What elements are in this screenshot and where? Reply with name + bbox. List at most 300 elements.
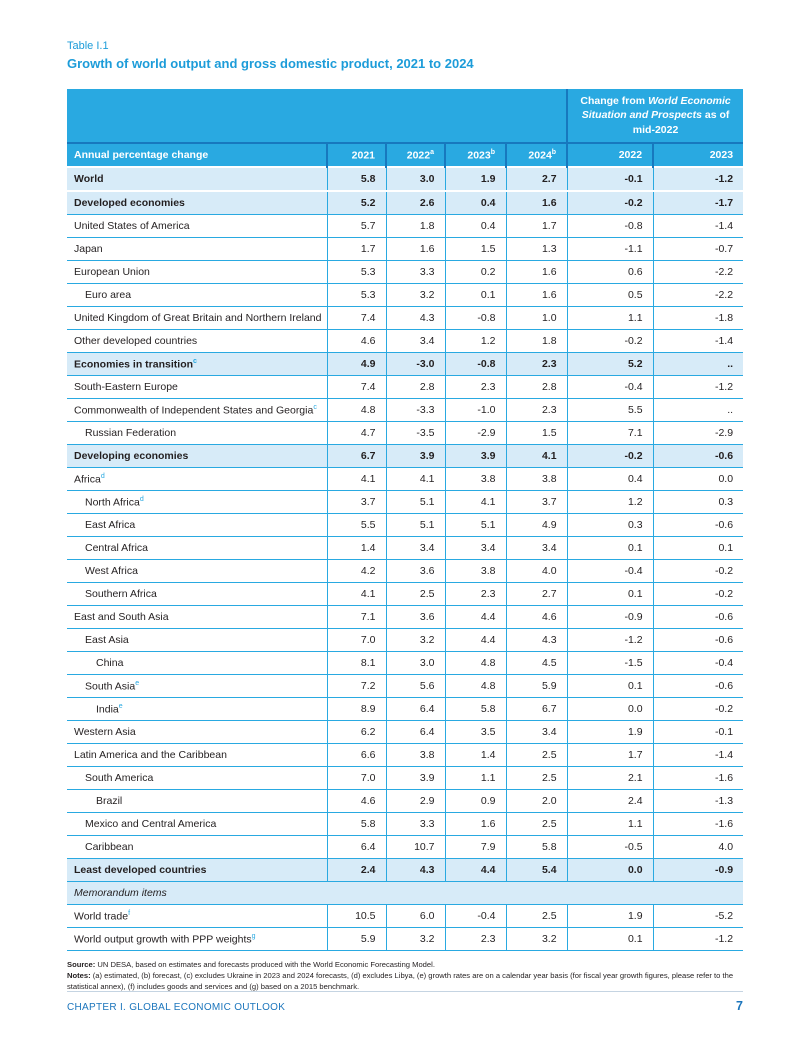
cell-value: -0.5 <box>567 836 653 859</box>
row-label: East and South Asia <box>67 606 327 629</box>
table-row <box>67 721 743 744</box>
cell-value: 4.3 <box>506 629 567 652</box>
table-row <box>67 284 743 307</box>
cell-value: 3.7 <box>506 491 567 514</box>
row-label: East Africa <box>67 514 327 537</box>
table-body <box>67 167 743 951</box>
table-row <box>67 767 743 790</box>
cell-value: -0.2 <box>653 560 743 583</box>
cell-value: -0.1 <box>653 721 743 744</box>
row-label: European Union <box>67 261 327 284</box>
row-label: World <box>67 167 327 191</box>
cell-value: -1.2 <box>653 167 743 191</box>
cell-value: 0.4 <box>445 191 506 215</box>
cell-value: 3.2 <box>386 629 445 652</box>
cell-value: 1.6 <box>386 238 445 261</box>
cell-value: 0.9 <box>445 790 506 813</box>
cell-value: 3.9 <box>386 767 445 790</box>
cell-value: -1.4 <box>653 215 743 238</box>
cell-value: -3.0 <box>386 353 445 376</box>
cell-value: 0.4 <box>445 215 506 238</box>
cell-value: 5.5 <box>327 514 386 537</box>
page-footer <box>67 999 743 1013</box>
notes-label: Notes: <box>67 971 91 980</box>
cell-value: .. <box>653 399 743 422</box>
footer-divider <box>67 991 743 992</box>
table-row <box>67 468 743 491</box>
footnote-marker: c <box>313 403 317 411</box>
table-header <box>67 89 743 167</box>
cell-value: 2.7 <box>506 167 567 191</box>
table-row <box>67 376 743 399</box>
row-label: Western Asia <box>67 721 327 744</box>
cell-value: 0.0 <box>567 859 653 882</box>
row-label: India$^e$ <box>67 698 327 721</box>
cell-value: 8.1 <box>327 652 386 675</box>
cell-value: -0.2 <box>653 583 743 606</box>
row-label: Brazil <box>67 790 327 813</box>
cell-value: 7.9 <box>445 836 506 859</box>
cell-value: 5.1 <box>445 514 506 537</box>
cell-value: 0.3 <box>653 491 743 514</box>
cell-value: 2.5 <box>506 744 567 767</box>
cell-value: 3.3 <box>386 813 445 836</box>
cell-value: 7.1 <box>327 606 386 629</box>
column-header-2024: 2024$^b$ <box>506 143 567 167</box>
cell-value: 4.3 <box>386 307 445 330</box>
source-label: Source: <box>67 960 96 969</box>
cell-value: 0.0 <box>567 698 653 721</box>
growth-table <box>67 89 743 951</box>
cell-value: 1.5 <box>506 422 567 445</box>
cell-value: 4.2 <box>327 560 386 583</box>
table-row <box>67 422 743 445</box>
row-label: China <box>67 652 327 675</box>
cell-value: 3.8 <box>386 744 445 767</box>
cell-value: -1.8 <box>653 307 743 330</box>
cell-value: 5.7 <box>327 215 386 238</box>
table-row <box>67 330 743 353</box>
cell-value: 5.8 <box>506 836 567 859</box>
cell-value: 1.2 <box>567 491 653 514</box>
table-row <box>67 167 743 191</box>
cell-value: 6.4 <box>386 721 445 744</box>
year-superscript: b <box>490 148 495 156</box>
cell-value: 0.1 <box>567 583 653 606</box>
cell-value: 1.2 <box>445 330 506 353</box>
cell-value: 3.8 <box>506 468 567 491</box>
cell-value: -0.6 <box>653 445 743 468</box>
cell-value: 1.4 <box>445 744 506 767</box>
cell-value: 2.1 <box>567 767 653 790</box>
cell-value: 4.8 <box>327 399 386 422</box>
cell-value: -0.7 <box>653 238 743 261</box>
cell-value: 0.1 <box>567 675 653 698</box>
cell-value: -1.2 <box>653 376 743 399</box>
row-label: Developing economies <box>67 445 327 468</box>
footnote-marker: g <box>251 932 256 940</box>
cell-value: 6.0 <box>386 905 445 928</box>
table-row <box>67 238 743 261</box>
cell-value: 5.3 <box>327 261 386 284</box>
cell-value: 3.0 <box>386 652 445 675</box>
cell-value: 3.8 <box>445 468 506 491</box>
cell-value: -0.2 <box>567 445 653 468</box>
cell-value: 2.6 <box>386 191 445 215</box>
cell-value: 3.9 <box>445 445 506 468</box>
header-blank-cell <box>67 89 567 143</box>
chapter-title: CHAPTER I. GLOBAL ECONOMIC OUTLOOK <box>67 1002 286 1013</box>
cell-value: 0.0 <box>653 468 743 491</box>
cell-value: -1.7 <box>653 191 743 215</box>
cell-value: 5.1 <box>386 514 445 537</box>
cell-value: -5.2 <box>653 905 743 928</box>
cell-value: 4.1 <box>386 468 445 491</box>
cell-value: 4.6 <box>327 790 386 813</box>
cell-value: 1.7 <box>567 744 653 767</box>
cell-value: -1.1 <box>567 238 653 261</box>
cell-value: 1.0 <box>506 307 567 330</box>
table-row <box>67 353 743 376</box>
memo-label: Memorandum items <box>67 882 743 905</box>
row-label: East Asia <box>67 629 327 652</box>
table-row <box>67 790 743 813</box>
cell-value: 7.4 <box>327 376 386 399</box>
change-header-suffix: as of mid-2022 <box>632 109 730 136</box>
cell-value: 4.1 <box>327 468 386 491</box>
cell-value: 4.8 <box>445 652 506 675</box>
cell-value: -0.2 <box>567 191 653 215</box>
cell-value: 3.0 <box>386 167 445 191</box>
cell-value: -2.9 <box>445 422 506 445</box>
change-header-publication: World Economic Situation and Prospects <box>581 95 731 122</box>
cell-value: -0.6 <box>653 606 743 629</box>
cell-value: 3.4 <box>506 537 567 560</box>
cell-value: 3.4 <box>506 721 567 744</box>
row-label: Japan <box>67 238 327 261</box>
cell-value: 6.6 <box>327 744 386 767</box>
cell-value: 4.8 <box>445 675 506 698</box>
cell-value: 1.6 <box>506 191 567 215</box>
cell-value: 6.2 <box>327 721 386 744</box>
cell-value: 5.5 <box>567 399 653 422</box>
footnote-marker: c <box>193 357 197 365</box>
table-row <box>67 606 743 629</box>
cell-value: 7.0 <box>327 767 386 790</box>
cell-value: 0.1 <box>445 284 506 307</box>
cell-value: -1.4 <box>653 744 743 767</box>
cell-value: 3.4 <box>445 537 506 560</box>
table-row <box>67 629 743 652</box>
cell-value: 3.8 <box>445 560 506 583</box>
row-label: South America <box>67 767 327 790</box>
cell-value: 4.4 <box>445 629 506 652</box>
cell-value: 1.7 <box>327 238 386 261</box>
cell-value: 7.1 <box>567 422 653 445</box>
cell-value: 2.5 <box>506 813 567 836</box>
row-label: Commonwealth of Independent States and Georgia$^c$ <box>67 399 327 422</box>
cell-value: 2.7 <box>506 583 567 606</box>
cell-value: 5.8 <box>327 167 386 191</box>
table-row <box>67 307 743 330</box>
cell-value: 3.2 <box>386 928 445 951</box>
row-label: United States of America <box>67 215 327 238</box>
row-label: South-Eastern Europe <box>67 376 327 399</box>
cell-value: 3.7 <box>327 491 386 514</box>
notes-text: (a) estimated, (b) forecast, (c) excludes Ukraine in 2023 and 2024 forecasts, (d) excludes Libya, (e) growth rates are on a calendar year basis (for fiscal year growth figures, please refer to the statistical annex), (f) includes goods and services and (g) based on a 2015 benchmark. <box>67 971 734 991</box>
cell-value: 2.8 <box>386 376 445 399</box>
cell-value: 5.9 <box>327 928 386 951</box>
cell-value: 0.4 <box>567 468 653 491</box>
cell-value: -1.6 <box>653 813 743 836</box>
column-header-2022: 2022$^a$ <box>386 143 445 167</box>
cell-value: 5.2 <box>567 353 653 376</box>
cell-value: -3.3 <box>386 399 445 422</box>
cell-value: -0.4 <box>653 652 743 675</box>
table-number: Table I.1 <box>67 40 109 52</box>
table-row <box>67 491 743 514</box>
cell-value: 3.2 <box>506 928 567 951</box>
cell-value: 1.8 <box>506 330 567 353</box>
table-row <box>67 537 743 560</box>
cell-value: 5.1 <box>386 491 445 514</box>
cell-value: -0.6 <box>653 629 743 652</box>
cell-value: 5.9 <box>506 675 567 698</box>
row-label: Economies in transition$^c$ <box>67 353 327 376</box>
row-label: Euro area <box>67 284 327 307</box>
cell-value: 6.7 <box>327 445 386 468</box>
cell-value: 3.6 <box>386 560 445 583</box>
cell-value: 5.8 <box>445 698 506 721</box>
cell-value: 4.3 <box>386 859 445 882</box>
footnote-marker: d <box>100 472 105 480</box>
cell-value: 8.9 <box>327 698 386 721</box>
cell-value: 10.7 <box>386 836 445 859</box>
cell-value: -2.9 <box>653 422 743 445</box>
table-row <box>67 928 743 951</box>
cell-value: -0.9 <box>567 606 653 629</box>
row-label: Latin America and the Caribbean <box>67 744 327 767</box>
cell-value: 0.3 <box>567 514 653 537</box>
row-label: Other developed countries <box>67 330 327 353</box>
table-row <box>67 652 743 675</box>
footnote-marker: f <box>128 909 131 917</box>
cell-value: 5.4 <box>506 859 567 882</box>
cell-value: 2.4 <box>327 859 386 882</box>
cell-value: 1.6 <box>506 261 567 284</box>
cell-value: 4.9 <box>506 514 567 537</box>
notes-note <box>67 970 743 992</box>
cell-value: 2.5 <box>386 583 445 606</box>
row-label: Least developed countries <box>67 859 327 882</box>
column-header-change-2023: 2023 <box>653 143 743 167</box>
row-label: Developed economies <box>67 191 327 215</box>
footnote-marker: d <box>139 495 144 503</box>
row-label: South Asia$^e$ <box>67 675 327 698</box>
row-label: World output growth with PPP weights$^g$ <box>67 928 327 951</box>
cell-value: 4.5 <box>506 652 567 675</box>
cell-value: 2.3 <box>506 353 567 376</box>
cell-value: -0.2 <box>567 330 653 353</box>
cell-value: 6.4 <box>327 836 386 859</box>
cell-value: 2.3 <box>445 583 506 606</box>
row-label: Caribbean <box>67 836 327 859</box>
cell-value: -0.6 <box>653 675 743 698</box>
table-row <box>67 261 743 284</box>
table-row <box>67 215 743 238</box>
row-label: United Kingdom of Great Britain and Northern Ireland <box>67 307 327 330</box>
cell-value: -0.2 <box>653 698 743 721</box>
cell-value: 10.5 <box>327 905 386 928</box>
cell-value: 1.6 <box>445 813 506 836</box>
row-label: North Africa$^d$ <box>67 491 327 514</box>
table-row <box>67 445 743 468</box>
cell-value: 7.0 <box>327 629 386 652</box>
cell-value: .. <box>653 353 743 376</box>
cell-value: 5.6 <box>386 675 445 698</box>
footnote-marker: e <box>135 679 140 687</box>
cell-value: 1.1 <box>567 813 653 836</box>
row-label: West Africa <box>67 560 327 583</box>
cell-value: -0.9 <box>653 859 743 882</box>
cell-value: 5.8 <box>327 813 386 836</box>
cell-value: 1.9 <box>567 905 653 928</box>
table-row <box>67 905 743 928</box>
cell-value: 1.7 <box>506 215 567 238</box>
cell-value: 4.6 <box>327 330 386 353</box>
page-number: 7 <box>736 999 743 1013</box>
footnote-marker: e <box>118 702 123 710</box>
cell-value: -1.4 <box>653 330 743 353</box>
cell-value: -0.4 <box>567 560 653 583</box>
cell-value: -2.2 <box>653 261 743 284</box>
cell-value: 6.4 <box>386 698 445 721</box>
year-superscript: b <box>551 148 557 156</box>
cell-value: 5.2 <box>327 191 386 215</box>
cell-value: 3.3 <box>386 261 445 284</box>
table-row <box>67 744 743 767</box>
row-label: Africa$^d$ <box>67 468 327 491</box>
cell-value: -0.4 <box>445 905 506 928</box>
cell-value: 1.1 <box>567 307 653 330</box>
row-label: World trade$^f$ <box>67 905 327 928</box>
cell-value: 0.1 <box>653 537 743 560</box>
cell-value: 7.4 <box>327 307 386 330</box>
cell-value: 1.6 <box>506 284 567 307</box>
cell-value: -1.5 <box>567 652 653 675</box>
cell-value: 4.4 <box>445 606 506 629</box>
cell-value: 1.5 <box>445 238 506 261</box>
cell-value: 3.5 <box>445 721 506 744</box>
row-label: Mexico and Central America <box>67 813 327 836</box>
change-header-prefix: Change from <box>580 95 646 108</box>
cell-value: -0.1 <box>567 167 653 191</box>
table-row <box>67 191 743 215</box>
source-note <box>67 959 743 970</box>
cell-value: 2.9 <box>386 790 445 813</box>
cell-value: 2.8 <box>506 376 567 399</box>
change-from-header <box>567 89 743 143</box>
cell-value: 1.4 <box>327 537 386 560</box>
memorandum-row <box>67 882 743 905</box>
cell-value: 2.3 <box>506 399 567 422</box>
cell-value: 4.7 <box>327 422 386 445</box>
table-row <box>67 859 743 882</box>
column-header-2021: 2021 <box>327 143 386 167</box>
cell-value: -0.8 <box>445 307 506 330</box>
table-row <box>67 698 743 721</box>
cell-value: 2.5 <box>506 905 567 928</box>
cell-value: 3.9 <box>386 445 445 468</box>
cell-value: -1.0 <box>445 399 506 422</box>
table-row <box>67 399 743 422</box>
cell-value: 3.2 <box>386 284 445 307</box>
column-header-2023: 2023$^b$ <box>445 143 506 167</box>
table-footnotes <box>67 959 743 992</box>
cell-value: 3.4 <box>386 537 445 560</box>
cell-value: 0.1 <box>567 928 653 951</box>
year-superscript: a <box>430 148 434 156</box>
cell-value: 0.1 <box>567 537 653 560</box>
cell-value: -1.2 <box>567 629 653 652</box>
table-title: Growth of world output and gross domestic product, 2021 to 2024 <box>67 56 474 71</box>
cell-value: -1.6 <box>653 767 743 790</box>
cell-value: 1.9 <box>567 721 653 744</box>
cell-value: 3.4 <box>386 330 445 353</box>
cell-value: 1.1 <box>445 767 506 790</box>
column-header-label: Annual percentage change <box>67 143 327 167</box>
cell-value: -1.3 <box>653 790 743 813</box>
cell-value: 2.5 <box>506 767 567 790</box>
cell-value: -0.8 <box>445 353 506 376</box>
table-row <box>67 560 743 583</box>
cell-value: 6.7 <box>506 698 567 721</box>
cell-value: 1.8 <box>386 215 445 238</box>
table-row <box>67 514 743 537</box>
cell-value: -0.4 <box>567 376 653 399</box>
cell-value: 4.1 <box>445 491 506 514</box>
table-row <box>67 813 743 836</box>
source-text: UN DESA, based on estimates and forecasts produced with the World Economic Forecasting Model. <box>97 960 435 969</box>
cell-value: 2.3 <box>445 376 506 399</box>
cell-value: 3.6 <box>386 606 445 629</box>
row-label: Central Africa <box>67 537 327 560</box>
cell-value: 4.4 <box>445 859 506 882</box>
table-row <box>67 836 743 859</box>
cell-value: -0.8 <box>567 215 653 238</box>
cell-value: -1.2 <box>653 928 743 951</box>
column-header-change-2022: 2022 <box>567 143 653 167</box>
table-row <box>67 583 743 606</box>
cell-value: 4.1 <box>327 583 386 606</box>
table-row <box>67 675 743 698</box>
cell-value: 4.1 <box>506 445 567 468</box>
cell-value: -2.2 <box>653 284 743 307</box>
cell-value: 5.3 <box>327 284 386 307</box>
cell-value: 4.0 <box>506 560 567 583</box>
cell-value: 0.5 <box>567 284 653 307</box>
cell-value: -3.5 <box>386 422 445 445</box>
cell-value: 1.9 <box>445 167 506 191</box>
cell-value: 2.3 <box>445 928 506 951</box>
cell-value: -0.6 <box>653 514 743 537</box>
cell-value: 4.0 <box>653 836 743 859</box>
cell-value: 0.2 <box>445 261 506 284</box>
cell-value: 7.2 <box>327 675 386 698</box>
row-label: Russian Federation <box>67 422 327 445</box>
cell-value: 2.4 <box>567 790 653 813</box>
row-label: Southern Africa <box>67 583 327 606</box>
